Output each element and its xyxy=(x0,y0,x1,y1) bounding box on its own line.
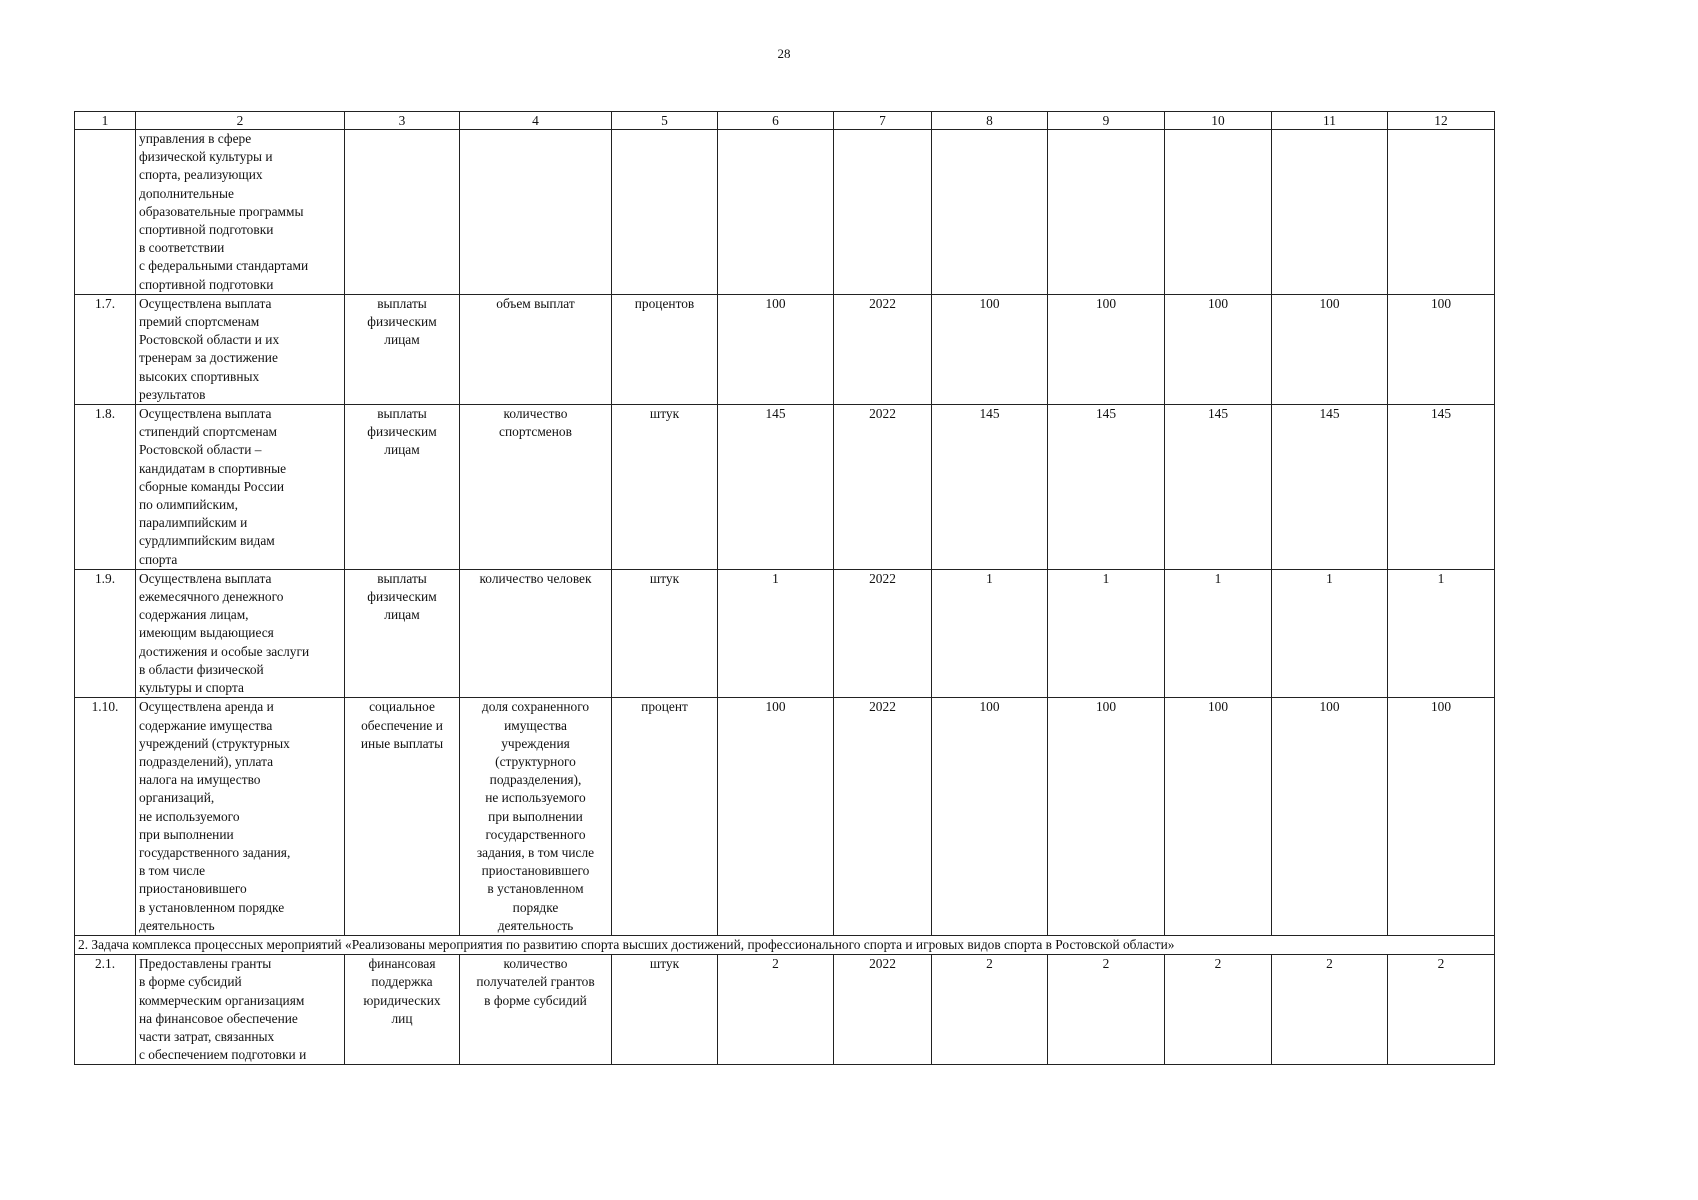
row-value: 1 xyxy=(932,569,1048,697)
column-header: 9 xyxy=(1048,112,1165,130)
row-value: 1 xyxy=(1048,569,1165,697)
task-row xyxy=(75,935,1495,954)
indicators-table xyxy=(74,111,1495,1065)
row-unit: процент xyxy=(612,698,718,936)
table-row xyxy=(75,955,1495,1065)
row-base-year: 2022 xyxy=(834,294,932,404)
row-base-value: 2 xyxy=(718,955,834,1065)
page-number: 28 xyxy=(777,46,791,61)
row-base-year: 2022 xyxy=(834,405,932,570)
row-value: 1 xyxy=(1165,569,1272,697)
row-value: 100 xyxy=(1272,698,1388,936)
row-value: 100 xyxy=(1165,294,1272,404)
row-indicator: доля сохраненного имущества учреждения (структурного подразделения), не используемого при выполнении государственного задания, в том числе приостановившего в установленном порядке деятельность xyxy=(460,698,612,936)
table-row xyxy=(75,405,1495,570)
table-row xyxy=(75,294,1495,404)
row-number: 2.1. xyxy=(75,955,136,1065)
row-unit: штук xyxy=(612,405,718,570)
row-value: 100 xyxy=(1165,698,1272,936)
column-header: 8 xyxy=(932,112,1048,130)
row-value: 2 xyxy=(1388,955,1495,1065)
row-name: Осуществлена выплата ежемесячного денежного содержания лицам, имеющим выдающиеся достижения и особые заслуги в области физической культуры и спорта xyxy=(136,569,345,697)
row-value: 100 xyxy=(1388,294,1495,404)
row-value: 145 xyxy=(1272,405,1388,570)
row-name: Осуществлена выплата премий спортсменам Ростовской области и их тренерам за достижение высоких спортивных результатов xyxy=(136,294,345,404)
row-value: 2 xyxy=(1272,955,1388,1065)
column-header: 11 xyxy=(1272,112,1388,130)
row-unit: штук xyxy=(612,955,718,1065)
table-row xyxy=(75,698,1495,936)
column-number-row xyxy=(75,112,1495,130)
row-value: 2 xyxy=(932,955,1048,1065)
column-header: 10 xyxy=(1165,112,1272,130)
row-type: выплаты физическим лицам xyxy=(345,294,460,404)
row-value: 100 xyxy=(1272,294,1388,404)
row-base-value: 100 xyxy=(718,698,834,936)
row-unit: процентов xyxy=(612,294,718,404)
row-indicator: количество получателей грантов в форме субсидий xyxy=(460,955,612,1065)
column-header: 5 xyxy=(612,112,718,130)
row-indicator: количество спортсменов xyxy=(460,405,612,570)
row-base-value: 145 xyxy=(718,405,834,570)
row-value: 100 xyxy=(1388,698,1495,936)
row-value: 100 xyxy=(1048,294,1165,404)
row-base-value: 1 xyxy=(718,569,834,697)
row-value: 145 xyxy=(1048,405,1165,570)
row-type: финансовая поддержка юридических лиц xyxy=(345,955,460,1065)
row-base-year: 2022 xyxy=(834,698,932,936)
row-base-year: 2022 xyxy=(834,569,932,697)
row-indicator: количество человек xyxy=(460,569,612,697)
row-type: социальное обеспечение и иные выплаты xyxy=(345,698,460,936)
row-name: Осуществлена выплата стипендий спортсменам Ростовской области – кандидатам в спортивные сборные команды России по олимпийским, паралимпийским и сурдлимпийским видам спорта xyxy=(136,405,345,570)
column-header: 2 xyxy=(136,112,345,130)
row-number: 1.9. xyxy=(75,569,136,697)
row-indicator: объем выплат xyxy=(460,294,612,404)
row-value: 145 xyxy=(932,405,1048,570)
row-value: 145 xyxy=(1388,405,1495,570)
row-base-value: 100 xyxy=(718,294,834,404)
row-name: Предоставлены гранты в форме субсидий коммерческим организациям на финансовое обеспечение части затрат, связанных с обеспечением подготовки и xyxy=(136,955,345,1065)
row-number: 1.8. xyxy=(75,405,136,570)
row-value: 100 xyxy=(932,698,1048,936)
column-header: 3 xyxy=(345,112,460,130)
row-number: 1.10. xyxy=(75,698,136,936)
column-header: 1 xyxy=(75,112,136,130)
row-value: 145 xyxy=(1165,405,1272,570)
task-heading: 2. Задача комплекса процессных мероприятий «Реализованы мероприятия по развитию спорта высших достижений, профессионального спорта и игровых видов спорта в Ростовской области» xyxy=(75,935,1495,954)
row-name: Осуществлена аренда и содержание имущества учреждений (структурных подразделений), уплата налога на имущество организаций, не используемого при выполнении государственного задания, в том числе приостановившего в установленном порядке деятельность xyxy=(136,698,345,936)
row-value: 2 xyxy=(1048,955,1165,1065)
row-base-year: 2022 xyxy=(834,955,932,1065)
row-value: 100 xyxy=(1048,698,1165,936)
column-header: 4 xyxy=(460,112,612,130)
row-value: 1 xyxy=(1388,569,1495,697)
row-name: управления в сфере физической культуры и спорта, реализующих дополнительные образовательные программы спортивной подготовки в соответствии с федеральными стандартами спортивной подготовки xyxy=(136,130,345,295)
column-header: 6 xyxy=(718,112,834,130)
row-value: 1 xyxy=(1272,569,1388,697)
table-row xyxy=(75,130,1495,295)
column-header: 7 xyxy=(834,112,932,130)
row-value: 2 xyxy=(1165,955,1272,1065)
column-header: 12 xyxy=(1388,112,1495,130)
table-row xyxy=(75,569,1495,697)
row-type: выплаты физическим лицам xyxy=(345,569,460,697)
row-number: 1.7. xyxy=(75,294,136,404)
row-unit: штук xyxy=(612,569,718,697)
row-value: 100 xyxy=(932,294,1048,404)
row-type: выплаты физическим лицам xyxy=(345,405,460,570)
